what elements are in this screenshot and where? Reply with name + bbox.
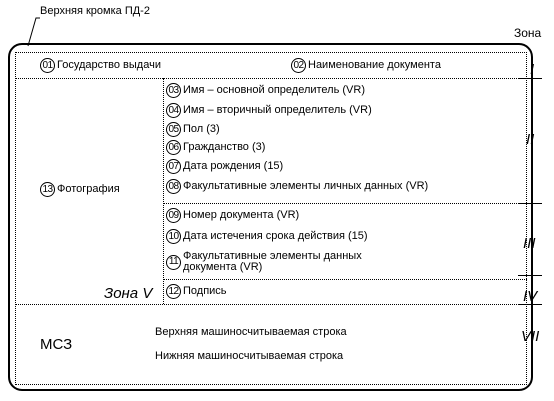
field-document-name <box>291 58 441 73</box>
zone-v-label: Зона V <box>104 285 153 302</box>
zone-ii-bottom-divider <box>163 203 527 204</box>
zone-ii-label: II <box>526 131 535 148</box>
field-number-07: 07 <box>166 159 181 174</box>
field-nationality <box>166 140 265 155</box>
field-label-issuing-state: Государство выдачи <box>57 59 161 71</box>
field-expiry-date <box>166 229 368 244</box>
field-label-optional-personal-data: Факультативные элементы личных данных (VR) <box>183 180 429 192</box>
zone-column-title: Зона <box>514 26 542 40</box>
field-optional-document-data <box>166 251 413 273</box>
field-number-13: 13 <box>40 182 55 197</box>
photo-column-divider <box>163 78 164 304</box>
field-sex <box>166 122 220 137</box>
field-secondary-identifier <box>166 103 372 118</box>
field-number-09: 09 <box>166 208 181 223</box>
mrz-line-bottom: Нижняя машиносчитываемая строка <box>155 350 344 362</box>
field-document-number <box>166 208 299 223</box>
field-signature <box>166 284 227 299</box>
field-label-signature: Подпись <box>183 285 227 297</box>
field-optional-personal-data <box>166 179 428 194</box>
field-issuing-state <box>40 58 161 73</box>
zone-separator-1 <box>518 78 542 79</box>
field-number-05: 05 <box>166 122 181 137</box>
zone-i-label: I <box>530 61 535 78</box>
field-label-photograph: Фотография <box>57 183 120 195</box>
field-label-nationality: Гражданство (3) <box>183 141 266 153</box>
zone-vii-label: VII <box>521 328 540 345</box>
field-photograph <box>40 182 120 197</box>
field-primary-identifier <box>166 83 365 98</box>
zone-iv-bottom-divider <box>15 304 527 305</box>
mrz-line-top: Верхняя машиносчитываемая строка <box>155 326 347 338</box>
field-label-document-name: Наименование документа <box>308 59 441 71</box>
field-label-expiry-date: Дата истечения срока действия (15) <box>183 230 368 242</box>
field-number-10: 10 <box>166 229 181 244</box>
top-edge-label: Верхняя кромка ПД-2 <box>40 5 150 17</box>
field-number-03: 03 <box>166 83 181 98</box>
field-label-sex: Пол (3) <box>183 123 220 135</box>
zone-iii-label: III <box>523 235 536 252</box>
field-number-06: 06 <box>166 140 181 155</box>
field-label-document-number: Номер документа (VR) <box>183 209 300 221</box>
field-number-12: 12 <box>166 284 181 299</box>
zone-separator-2 <box>518 203 542 204</box>
mrz-label: МСЗ <box>40 336 73 353</box>
field-label-primary-identifier: Имя – основной определитель (VR) <box>183 84 365 96</box>
field-label-date-of-birth: Дата рождения (15) <box>183 160 284 172</box>
field-number-04: 04 <box>166 103 181 118</box>
field-number-11: 11 <box>166 255 181 270</box>
zone-separator-3 <box>518 275 542 276</box>
zone-iii-bottom-divider <box>163 279 527 280</box>
field-number-01: 01 <box>40 58 55 73</box>
field-label-optional-document-data: Факультативные элементы данных документа (VR) <box>183 250 362 273</box>
field-number-08: 08 <box>166 179 181 194</box>
zone-i-bottom-divider <box>15 78 527 79</box>
field-number-02: 02 <box>291 58 306 73</box>
zone-iv-label: IV <box>523 288 538 305</box>
field-date-of-birth <box>166 159 283 174</box>
field-label-secondary-identifier: Имя – вторичный определитель (VR) <box>183 104 372 116</box>
